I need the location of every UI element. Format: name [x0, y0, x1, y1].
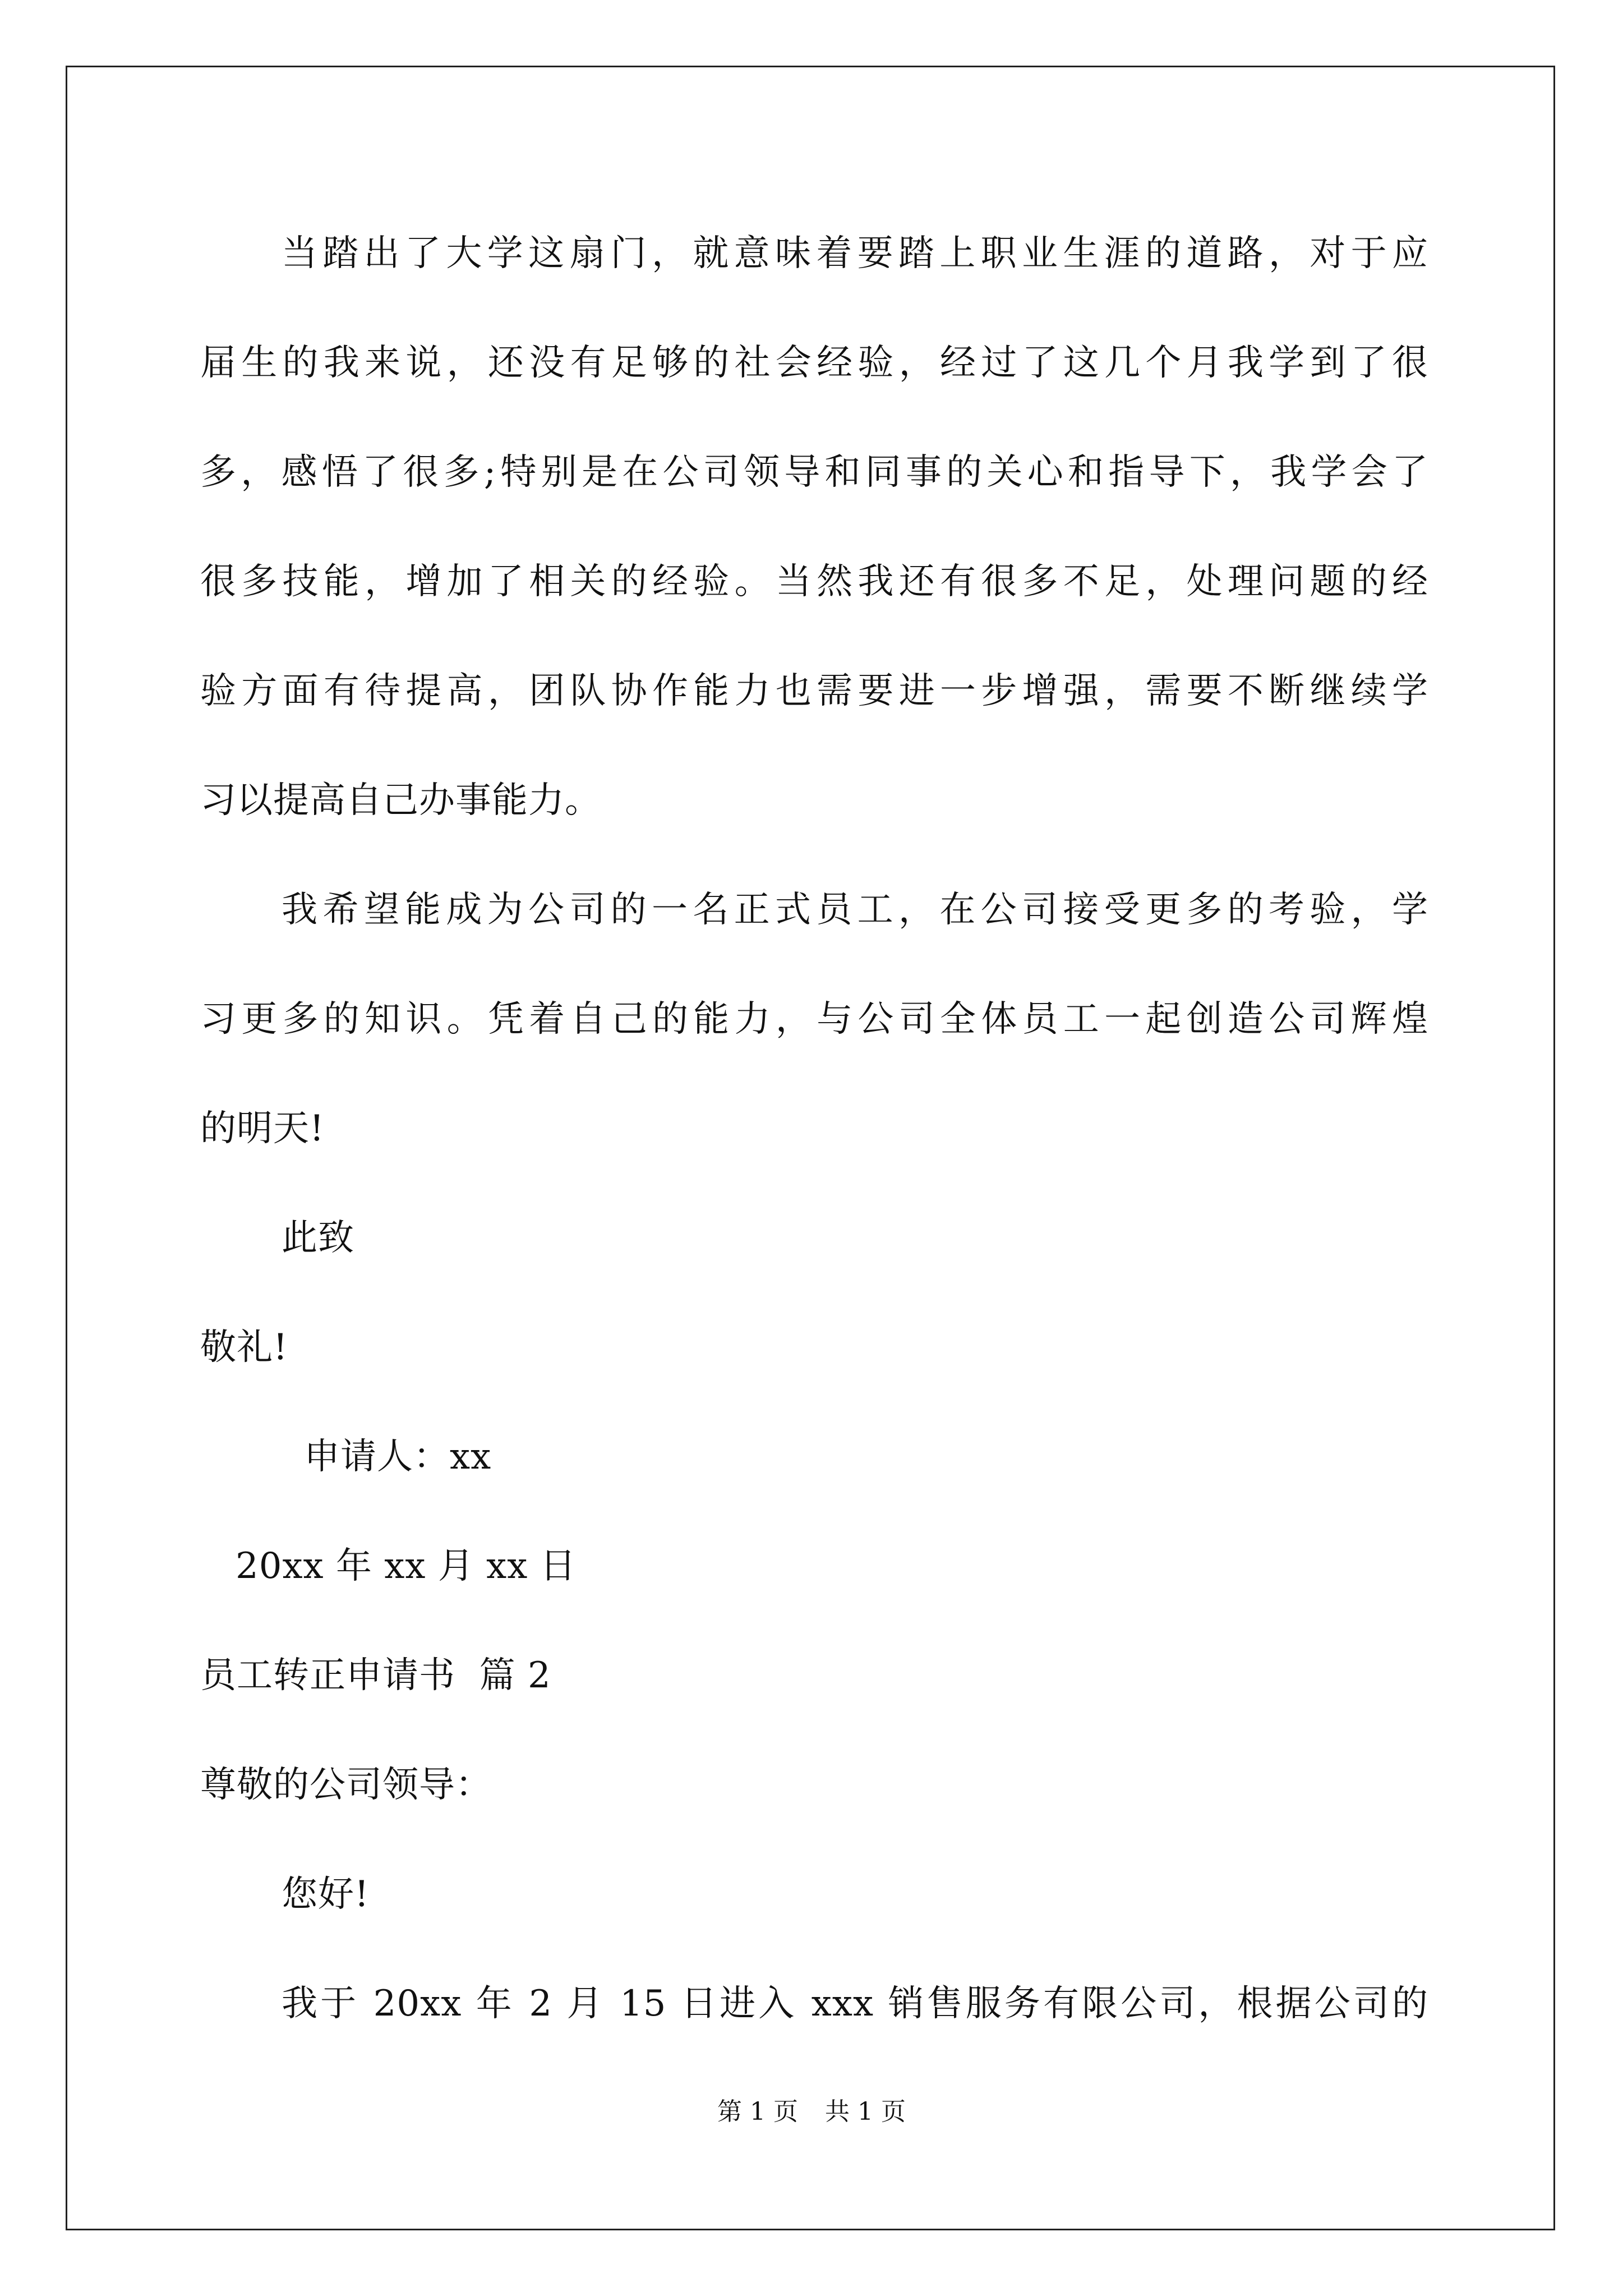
paragraph-line: 我于 20xx 年 2 月 15 日进入 xxx 销售服务有限公司，根据公司的 [282, 1983, 1428, 2024]
paragraph-line: 届生的我来说，还没有足够的社会经验，经过了这几个月我学到了很 [200, 342, 1428, 384]
paragraph-line: 习更多的知识。凭着自己的能力，与公司全体员工一起创造公司辉煌 [200, 999, 1428, 1040]
paragraph-line: 多，感悟了很多;特别是在公司领导和同事的关心和指导下，我学会了 [200, 452, 1428, 493]
greeting-recipient: 尊敬的公司领导： [200, 1764, 492, 1806]
salutation-closing: 敬礼! [200, 1327, 288, 1368]
greeting: 您好! [282, 1874, 370, 1915]
page-total: 共 1 页 [825, 2097, 906, 2126]
closing-phrase: 此致 [282, 1217, 354, 1259]
paragraph-line: 我希望能成为公司的一名正式员工，在公司接受更多的考验，学 [282, 889, 1428, 931]
section-heading: 员工转正申请书 篇 2 [200, 1655, 551, 1696]
page-number: 第 1 页 [717, 2097, 798, 2126]
paragraph-line: 当踏出了大学这扇门，就意味着要踏上职业生涯的道路，对于应 [282, 233, 1428, 274]
application-date: 20xx 年 xx 月 xx 日 [236, 1545, 577, 1587]
page-footer [0, 2095, 1623, 2129]
paragraph-line: 习以提高自己办事能力。 [200, 780, 601, 821]
paragraph-line: 验方面有待提高，团队协作能力也需要进一步增强，需要不断继续学 [200, 670, 1428, 712]
paragraph-line: 很多技能，增加了相关的经验。当然我还有很多不足，处理问题的经 [200, 561, 1428, 602]
paragraph-line: 的明天! [200, 1108, 325, 1149]
applicant-name: 申请人：xx [304, 1436, 492, 1478]
